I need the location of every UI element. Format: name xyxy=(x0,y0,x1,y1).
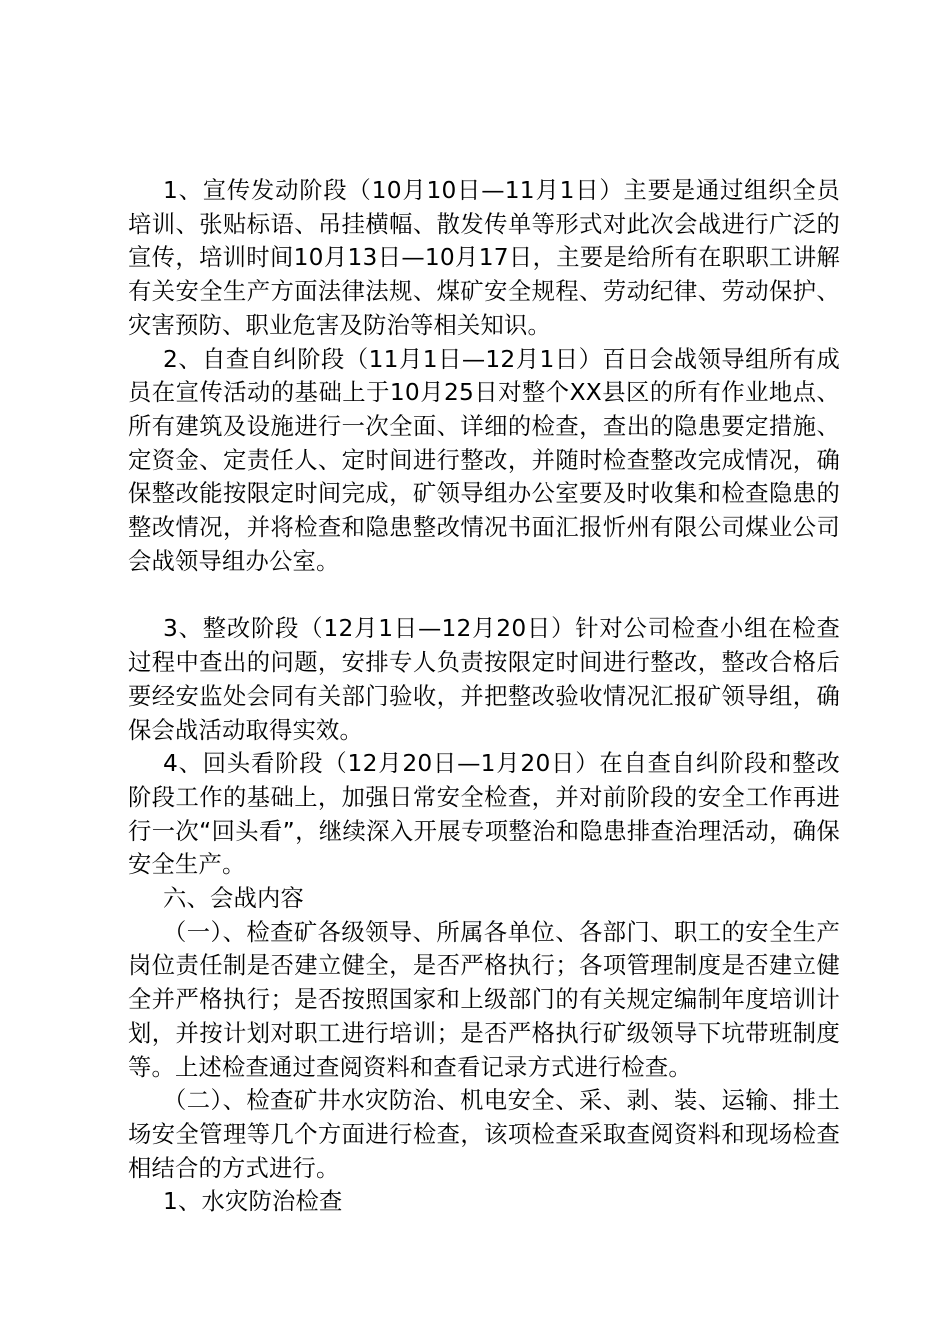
paragraph-gap xyxy=(128,578,840,612)
paragraph-inspection-item-1: （一）、检查矿各级领导、所属各单位、各部门、职工的安全生产岗位责任制是否建立健全，是否严格执行；各项管理制度是否建立健全并严格执行；是否按照国家和上级部门的有关规定编制年度培训计划，并按计划对职工进行培训；是否严格执行矿级领导下坑带班制度等。上述检查通过查阅资料和查看记录方式进行检查。 xyxy=(128,918,840,1081)
paragraph-rectification-stage: 3、整改阶段（12月1日—12月20日）针对公司检查小组在检查过程中查出的问题，安排专人负责按限定时间进行整改，整改合格后要经安监处会同有关部门验收，并把整改验收情况汇报矿领导组，确保会战活动取得实效。 xyxy=(128,615,840,744)
document-body xyxy=(128,174,840,1219)
section-heading-campaign-content: 六、会战内容 xyxy=(163,885,304,913)
paragraph-review-stage: 4、回头看阶段（12月20日—1月20日）在自查自纠阶段和整改阶段工作的基础上，加强日常安全检查，并对前阶段的安全工作再进行一次“回头看”，继续深入开展专项整治和隐患排查治理活动，确保安全生产。 xyxy=(128,750,840,879)
paragraph-publicity-stage: 1、宣传发动阶段（10月10日—11月1日）主要是通过组织全员培训、张贴标语、吊挂横幅、散发传单等形式对此次会战进行广泛的宣传，培训时间10月13日—10月17日，主要是给所有在职职工讲解有关安全生产方面法律法规、煤矿安全规程、劳动纪律、劳动保护、灾害预防、职业危害及防治等相关知识。 xyxy=(128,177,840,339)
paragraph-inspection-item-2: （二）、检查矿井水灾防治、机电安全、采、剥、装、运输、排土场安全管理等几个方面进行检查，该项检查采取查阅资料和现场检查相结合的方式进行。 xyxy=(128,1087,840,1182)
paragraph-self-check-stage: 2、自查自纠阶段（11月1日—12月1日）百日会战领导组所有成员在宣传活动的基础上于10月25日对整个XX县区的所有作业地点、所有建筑及设施进行一次全面、详细的检查，查出的隐患要定措施、定资金、定责任人、定时间进行整改，并随时检查整改完成情况，确保整改能按限定时间完成，矿领导组办公室要及时收集和检查隐患的整改情况，并将检查和隐患整改情况书面汇报忻州有限公司煤业公司会战领导组办公室。 xyxy=(128,345,840,575)
subheading-flood-prevention: 1、水灾防治检查 xyxy=(163,1188,343,1216)
